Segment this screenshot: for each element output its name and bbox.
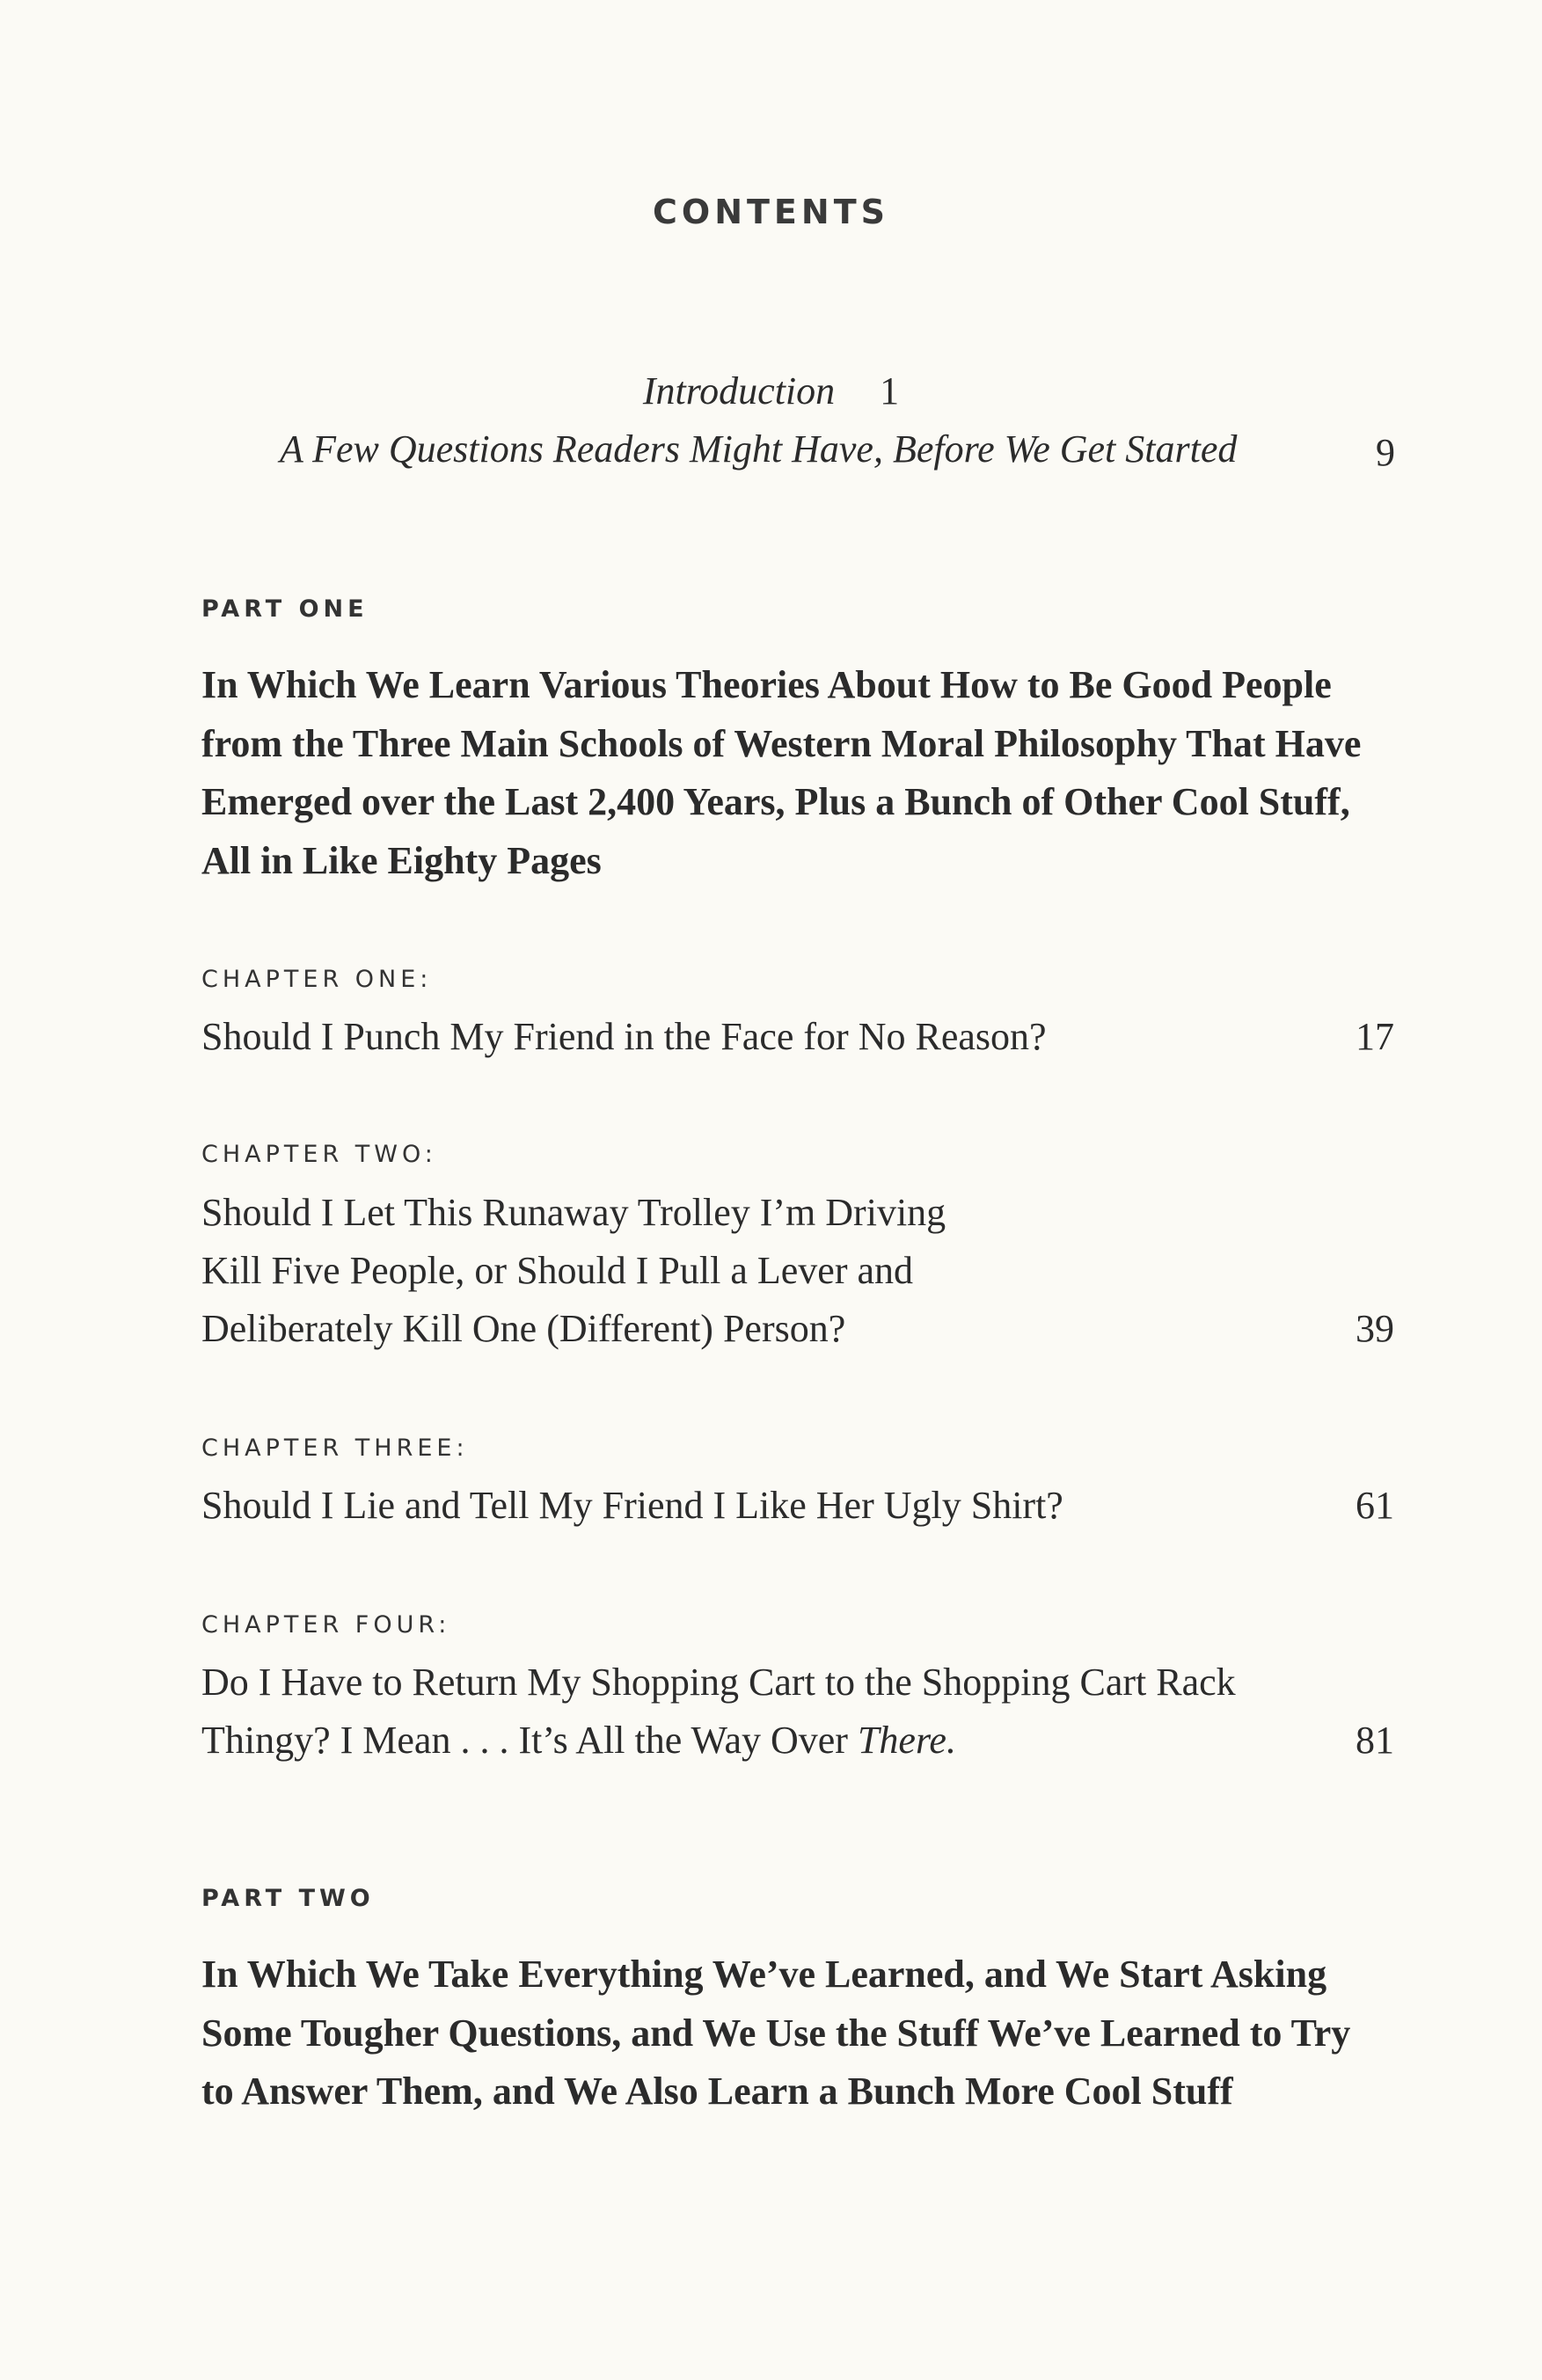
heading-line: In Which We Learn Various Theories About How to Be Good People xyxy=(201,663,1332,706)
heading-line: Some Tougher Questions, and We Use the Stuff We’ve Learned to Try xyxy=(201,2011,1351,2055)
toc-entry-introduction[interactable] xyxy=(0,362,1542,420)
toc-entry-chapter-two[interactable] xyxy=(201,1184,1394,1358)
chapter-four-label: CHAPTER FOUR: xyxy=(201,1611,451,1639)
part-two-label: PART TWO xyxy=(201,1885,375,1912)
entry-title: Deliberately Kill One (Different) Person? xyxy=(201,1307,846,1350)
entry-title: Do I Have to Return My Shopping Cart to the Shopping Cart Rack xyxy=(201,1661,1236,1704)
toc-entry-chapter-four[interactable] xyxy=(201,1654,1394,1770)
heading-line: In Which We Take Everything We’ve Learned, and We Start Asking xyxy=(201,1953,1327,1996)
chapter-one-label: CHAPTER ONE: xyxy=(201,966,433,993)
chapter-two-label: CHAPTER TWO: xyxy=(201,1141,437,1168)
heading-line: All in Like Eighty Pages xyxy=(201,838,602,882)
entry-title-emphasis: There. xyxy=(857,1719,956,1762)
toc-entry-chapter-three[interactable] xyxy=(201,1477,1394,1535)
entry-title: Should I Let This Runaway Trolley I’m Driving xyxy=(201,1191,946,1234)
entry-page: 1 xyxy=(880,369,900,412)
chapter-three-label: CHAPTER THREE: xyxy=(201,1435,469,1462)
heading-line: Emerged over the Last 2,400 Years, Plus a Bunch of Other Cool Stuff, xyxy=(201,780,1350,823)
entry-page: 81 xyxy=(1356,1719,1394,1762)
entry-title: Should I Lie and Tell My Friend I Like Her Ugly Shirt? xyxy=(201,1484,1063,1527)
page-title: CONTENTS xyxy=(653,193,889,231)
entry-title: Introduction xyxy=(642,369,836,412)
heading-line: from the Three Main Schools of Western Moral Philosophy That Have xyxy=(201,721,1362,765)
entry-page: 61 xyxy=(1356,1484,1394,1527)
part-one-label: PART ONE xyxy=(201,595,369,623)
part-two-heading xyxy=(201,1946,1415,2121)
entry-page: 39 xyxy=(1356,1307,1394,1350)
entry-page: 17 xyxy=(1356,1015,1394,1058)
entry-title: Should I Punch My Friend in the Face for No Reason? xyxy=(201,1015,1047,1058)
entry-title: Thingy? I Mean . . . It’s All the Way Over xyxy=(201,1719,848,1762)
entry-page: 9 xyxy=(1376,431,1395,474)
part-one-heading xyxy=(201,656,1415,890)
toc-entry-chapter-one[interactable] xyxy=(201,1008,1394,1066)
toc-entry-questions[interactable] xyxy=(280,420,1237,478)
heading-line: to Answer Them, and We Also Learn a Bunch More Cool Stuff xyxy=(201,2070,1233,2113)
entry-title: A Few Questions Readers Might Have, Before We Get Started xyxy=(280,427,1238,471)
entry-title: Kill Five People, or Should I Pull a Lever and xyxy=(201,1249,913,1292)
